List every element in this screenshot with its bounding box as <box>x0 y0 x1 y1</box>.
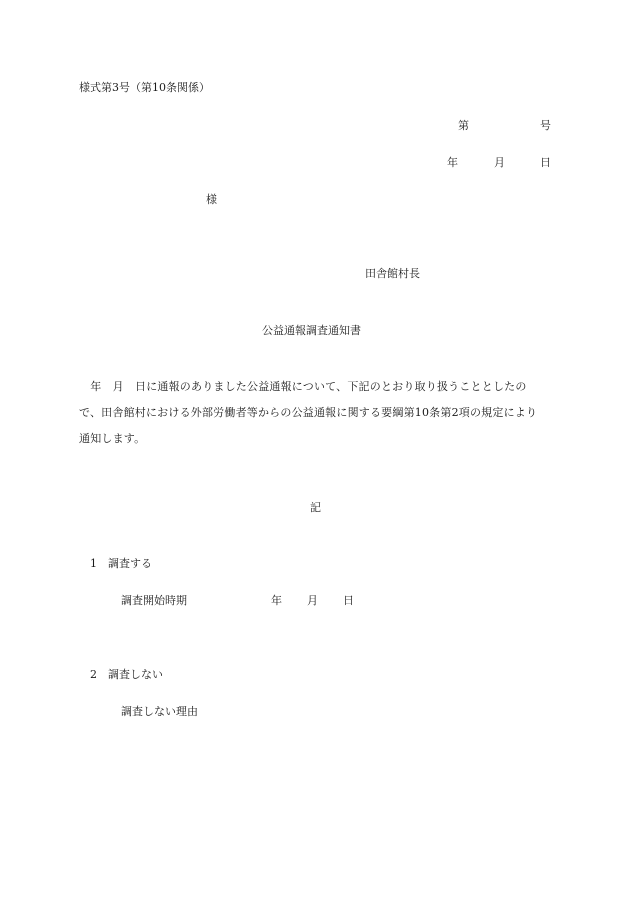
option1-label: 調査する <box>108 557 152 570</box>
option2-number: 2 <box>90 668 97 681</box>
document-title: 公益通報調査通知書 <box>262 324 361 337</box>
body-line-2: で、田舎館村における外部労働者等からの公益通報に関する要綱第10条第2項の規定により <box>79 406 538 419</box>
option1-year: 年 <box>271 594 282 607</box>
option1-number: 1 <box>90 557 97 570</box>
number-prefix: 第 <box>458 119 469 132</box>
option1-sub-label: 調査開始時期 <box>121 594 187 607</box>
option1-month: 月 <box>307 594 318 607</box>
option2-label: 調査しない <box>108 668 163 681</box>
date-day: 日 <box>540 156 551 169</box>
date-month: 月 <box>494 156 505 169</box>
body-line-1: 年 月 日に通報のありました公益通報について、下記のとおり取り扱うこととしたの <box>79 380 527 393</box>
option2-sub-label: 調査しない理由 <box>121 705 198 718</box>
option1-day: 日 <box>343 594 354 607</box>
body-line-3: 通知します。 <box>79 432 146 445</box>
number-suffix: 号 <box>540 119 551 132</box>
issuer: 田舎館村長 <box>365 267 420 280</box>
body-paragraph <box>79 374 553 452</box>
ki-heading: 記 <box>310 501 321 514</box>
form-label: 様式第3号（第10条関係） <box>79 81 210 94</box>
addressee-suffix: 様 <box>206 193 217 206</box>
date-year: 年 <box>447 156 458 169</box>
